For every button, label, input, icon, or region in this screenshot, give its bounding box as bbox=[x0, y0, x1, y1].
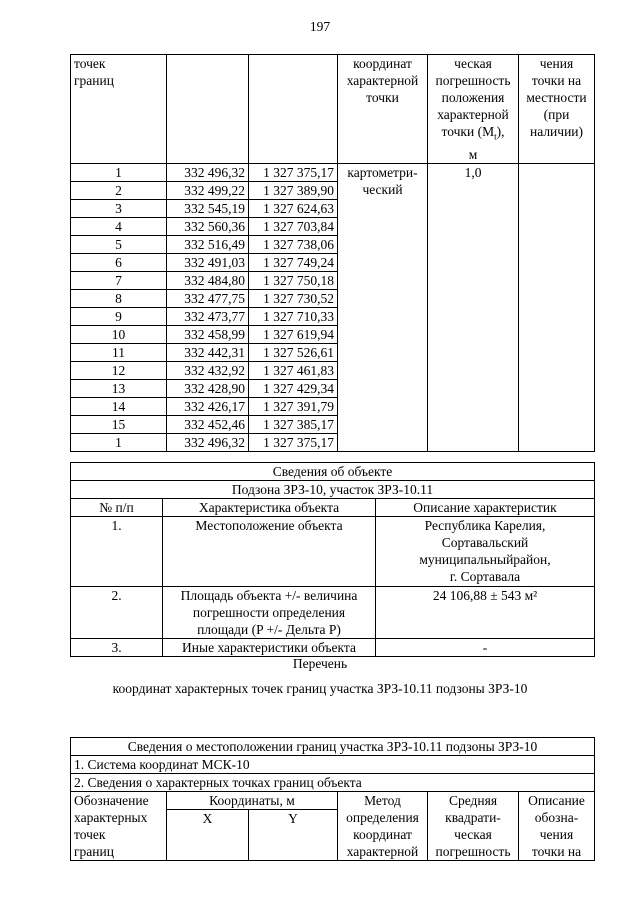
header-method: координат характерной точки bbox=[338, 55, 428, 164]
method-cell: картометри- ческий bbox=[338, 163, 428, 451]
table-row: 1 332 496,32 1 327 375,17 bbox=[71, 433, 595, 451]
table-row: 13 332 428,90 1 327 429,34 bbox=[71, 379, 595, 397]
table-row: 1 332 496,32 1 327 375,17 картометри- ческий 1,0 bbox=[71, 163, 595, 181]
table-row: 1. Местоположение объекта Республика Карелия, Сортавальский муниципальныйрайон, г. Сортавала bbox=[71, 517, 595, 587]
table-row: 5 332 516,49 1 327 738,06 bbox=[71, 235, 595, 253]
table-row: 6 332 491,03 1 327 749,24 bbox=[71, 253, 595, 271]
table-row: 12 332 432,92 1 327 461,83 bbox=[71, 361, 595, 379]
object-info-table bbox=[70, 462, 595, 657]
table-row: 10 332 458,99 1 327 619,94 bbox=[71, 325, 595, 343]
list-caption-title: Перечень bbox=[292, 656, 348, 671]
table-row: 11 332 442,31 1 327 526,61 bbox=[71, 343, 595, 361]
coordinate-system-line: 1. Система координат МСК-10 bbox=[71, 756, 595, 774]
header-point-label: Обозначение характерных точек границ bbox=[71, 792, 167, 861]
header-method: Метод определения координат характерной bbox=[338, 792, 428, 861]
description-cell bbox=[519, 163, 595, 451]
header-point-label: точек границ bbox=[71, 55, 167, 164]
header-description: Описание обозна- чения точки на bbox=[519, 792, 595, 861]
header-error: Средняя квадрати- ческая погрешность bbox=[428, 792, 519, 861]
table-row: 4 332 560,36 1 327 703,84 bbox=[71, 217, 595, 235]
table-header-row: № п/п Характеристика объекта Описание характеристик bbox=[71, 499, 595, 517]
list-caption-text: координат характерных точек границ участка ЗРЗ-10.11 подзоны ЗРЗ-10 bbox=[112, 681, 528, 696]
header-x: X bbox=[167, 810, 249, 861]
table-row: 7 332 484,80 1 327 750,18 bbox=[71, 271, 595, 289]
table-row: 9 332 473,77 1 327 710,33 bbox=[71, 307, 595, 325]
table-row: 14 332 426,17 1 327 391,79 bbox=[71, 397, 595, 415]
table-row: 2. Площадь объекта +/- величина погрешности определения площади (P +/- Дельта P) 24 106,88 ± 543 м² bbox=[71, 587, 595, 639]
object-table-subtitle: Подзона ЗРЗ-10, участок ЗРЗ-10.11 bbox=[71, 481, 595, 499]
location-table-title: Сведения о местоположении границ участка ЗРЗ-10.11 подзоны ЗРЗ-10 bbox=[71, 738, 595, 756]
points-info-line: 2. Сведения о характерных точках границ объекта bbox=[71, 774, 595, 792]
table-header-row bbox=[71, 792, 595, 810]
table-row: 2 332 499,22 1 327 389,90 bbox=[71, 181, 595, 199]
error-cell: 1,0 bbox=[428, 163, 519, 451]
coordinates-table-continued bbox=[70, 54, 595, 452]
table-row: 3 332 545,19 1 327 624,63 bbox=[71, 199, 595, 217]
object-table-title: Сведения об объекте bbox=[71, 463, 595, 481]
location-table bbox=[70, 737, 595, 861]
header-error: ческая погрешность положения характерной точки $(M_t)$, м bbox=[428, 55, 519, 164]
table-row: 8 332 477,75 1 327 730,52 bbox=[71, 289, 595, 307]
table-header-row bbox=[71, 55, 595, 164]
header-description: чения точки на местности (при наличии) bbox=[519, 55, 595, 164]
table-row: 15 332 452,46 1 327 385,17 bbox=[71, 415, 595, 433]
header-y: Y bbox=[249, 810, 338, 861]
table-row: 3. Иные характеристики объекта - bbox=[71, 639, 595, 657]
header-coordinates: Координаты, м bbox=[167, 792, 338, 810]
page-number: 197 bbox=[309, 19, 331, 34]
